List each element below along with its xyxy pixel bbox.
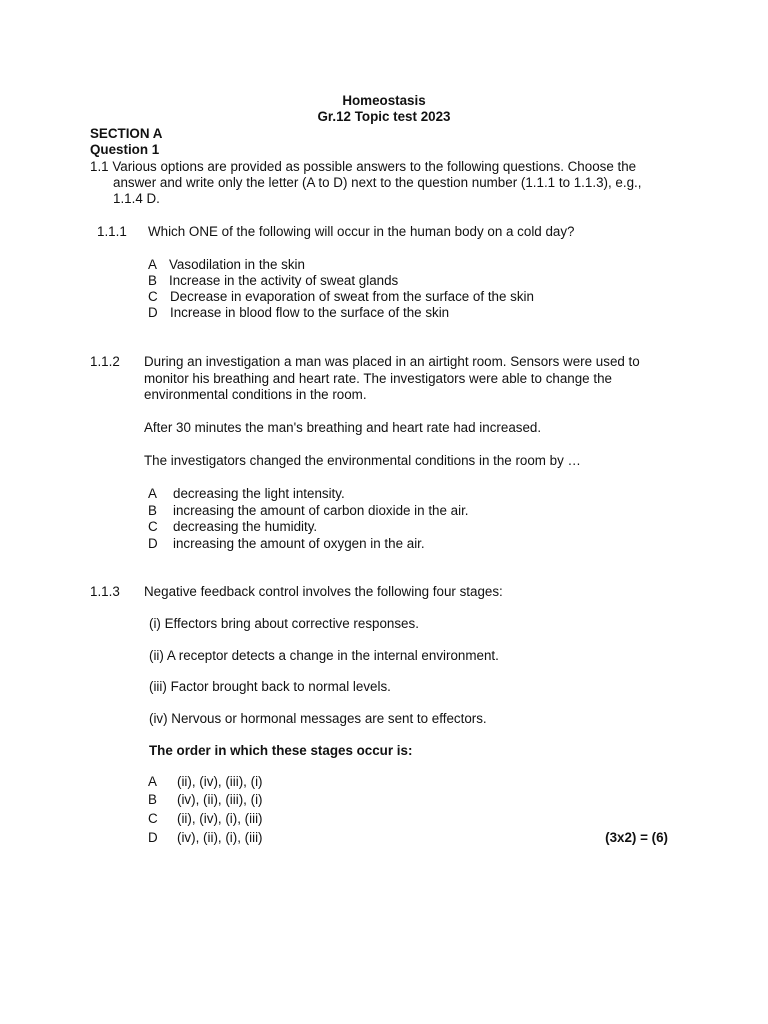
section-heading: SECTION A xyxy=(90,126,163,141)
question-text-1-1-3: Negative feedback control involves the following four stages: xyxy=(144,584,503,599)
option-letter: D xyxy=(148,830,158,845)
option-text: increasing the amount of oxygen in the air. xyxy=(173,536,425,551)
question-number-1-1-1: 1.1.1 xyxy=(97,224,127,239)
option-letter: C xyxy=(148,289,158,304)
option-1-1-2-a xyxy=(148,486,345,502)
instructions-line-2: answer and write only the letter (A to D) next to the question number (1.1.1 to 1.1.3), e.g., xyxy=(113,175,642,190)
question-text-1-1-2-line-2: monitor his breathing and heart rate. The investigators were able to change the xyxy=(144,371,612,386)
document-subtitle: Gr.12 Topic test 2023 xyxy=(317,109,451,124)
option-1-1-3-d xyxy=(148,830,263,846)
instructions-line-3: 1.1.4 D. xyxy=(113,191,160,206)
question-text-1-1-1: Which ONE of the following will occur in the human body on a cold day? xyxy=(148,224,575,239)
stage-ii: (ii) A receptor detects a change in the internal environment. xyxy=(149,648,499,663)
question-text-1-1-2-line-3: environmental conditions in the room. xyxy=(144,387,367,402)
option-letter: B xyxy=(148,792,157,807)
option-text: decreasing the humidity. xyxy=(173,519,318,534)
option-letter: A xyxy=(148,486,157,501)
question-heading: Question 1 xyxy=(90,142,160,157)
option-letter: C xyxy=(148,811,158,826)
order-prompt: The order in which these stages occur is: xyxy=(149,743,413,758)
option-letter: A xyxy=(148,257,157,272)
option-letter: C xyxy=(148,519,158,534)
option-text: Vasodilation in the skin xyxy=(169,257,305,272)
option-text: Increase in the activity of sweat glands xyxy=(169,273,399,288)
instructions-line-1: 1.1 Various options are provided as possible answers to the following questions. Choose the xyxy=(90,159,637,174)
option-1-1-2-c xyxy=(148,519,318,535)
stage-iv: (iv) Nervous or hormonal messages are sent to effectors. xyxy=(149,711,487,726)
option-1-1-3-a xyxy=(148,774,263,790)
stage-iii: (iii) Factor brought back to normal levels. xyxy=(149,679,391,694)
option-letter: B xyxy=(148,503,157,518)
question-number-1-1-2: 1.1.2 xyxy=(90,354,120,369)
marks-total: (3x2) = (6) xyxy=(605,830,668,845)
option-text: Decrease in evaporation of sweat from the surface of the skin xyxy=(170,289,534,304)
question-text-1-1-2-para-3: The investigators changed the environmental conditions in the room by … xyxy=(144,453,581,468)
stage-i: (i) Effectors bring about corrective responses. xyxy=(149,616,419,631)
option-1-1-1-c xyxy=(148,289,534,305)
question-text-1-1-2-para-2: After 30 minutes the man's breathing and heart rate had increased. xyxy=(144,420,542,435)
question-number-1-1-3: 1.1.3 xyxy=(90,584,120,599)
option-text: (ii), (iv), (i), (iii) xyxy=(177,811,263,826)
document-title: Homeostasis xyxy=(342,93,426,108)
option-text: (ii), (iv), (iii), (i) xyxy=(177,774,263,789)
option-text: decreasing the light intensity. xyxy=(173,486,345,501)
option-1-1-3-c xyxy=(148,811,263,827)
option-letter: A xyxy=(148,774,157,789)
option-1-1-3-b xyxy=(148,792,263,808)
option-text: increasing the amount of carbon dioxide in the air. xyxy=(173,503,469,518)
option-letter: D xyxy=(148,536,158,551)
option-1-1-2-b xyxy=(148,503,469,519)
option-text: Increase in blood flow to the surface of the skin xyxy=(170,305,450,320)
option-1-1-1-a xyxy=(148,257,305,273)
option-1-1-2-d xyxy=(148,536,425,552)
option-1-1-1-b xyxy=(148,273,399,289)
option-text: (iv), (ii), (i), (iii) xyxy=(177,830,263,845)
question-text-1-1-2-line-1: During an investigation a man was placed in an airtight room. Sensors were used to xyxy=(144,354,640,369)
option-text: (iv), (ii), (iii), (i) xyxy=(177,792,263,807)
option-letter: B xyxy=(148,273,157,288)
option-1-1-1-d xyxy=(148,305,450,321)
option-letter: D xyxy=(148,305,158,320)
